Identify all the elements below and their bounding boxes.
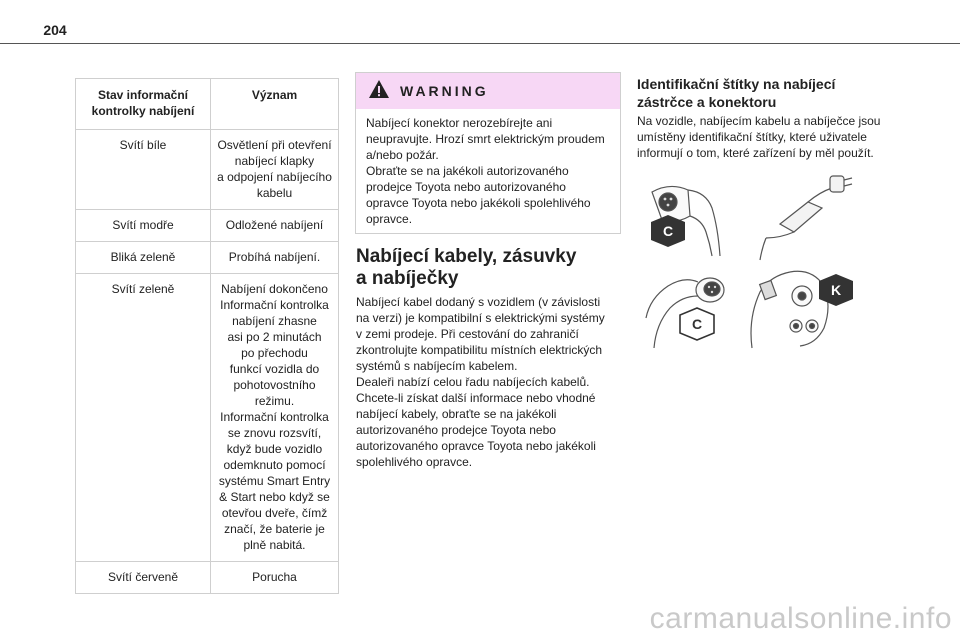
cables-heading: Nabíjecí kabely, zásuvky a nabíječky [356,246,577,289]
table-cell-state: Bliká zeleně [76,242,211,274]
ccs-connector-drawing [751,271,828,348]
table-cell-state: Svítí modře [76,210,211,242]
warning-box [355,72,621,234]
table-cell-state: Svítí zeleně [76,274,211,562]
table-header-state: Stav informační kontrolky nabíjení [76,79,211,130]
label-c-filled-text: C [662,223,674,239]
label-k-icon [819,274,853,306]
table-cell-state: Svítí červeně [76,562,211,594]
table-cell-meaning: Porucha [211,562,339,594]
warning-header [356,73,620,109]
table-cell-meaning: Probíhá nabíjení. [211,242,339,274]
connector-illustration [640,168,880,358]
table-row [76,274,338,562]
cables-text: Nabíjecí kabel dodaný s vozidlem (v závislosti na verzi) je kompatibilní s elektrickými systémy v zemi prodeje. Při cestování do zahraničí zkontrolujte kompatibilitu místních elektrických systémů s nabíjecím kabelem. Dealeři nabízí celou řadu nabíjecích kabelů. Chcete-li získat další informace nebo vhodné nabíjecí kabely, obraťte se na jakékoli autorizovaného prodejce Toyota nebo autorizovaného opravce Toyota nebo jakékoli spolehlivého opravce. [356,295,605,469]
label-c-outline-icon [680,308,714,340]
labels-heading: Identifikační štítky na nabíjecí zástrčce a konektoru [637,76,836,110]
page-number: 204 [43,22,67,38]
header-rule [0,43,960,44]
label-c-outline-text: C [691,316,703,332]
warning-text: Nabíjecí konektor nerozebírejte ani neupravujte. Hrozí smrt elektrickým proudem a/nebo požár. Obraťte se na jakékoli autorizovaného prodejce Toyota nebo autorizovaného opravce Toyota nebo jakékoli spolehlivého opravce. [366,116,605,226]
table-row [76,562,338,594]
warning-title: WARNING [400,83,489,99]
table-cell-meaning: Odložené nabíjení [211,210,339,242]
table-header-meaning: Význam [211,79,339,130]
warning-triangle-icon [368,79,390,104]
label-k-text: K [830,282,842,298]
labels-text: Na vozidle, nabíjecím kabelu a nabíječce jsou umístěny identifikační štítky, které uživatele informují o tom, které zařízení by měl použít. [637,114,881,160]
charger-box-drawing [760,176,852,260]
watermark: carmanualsonline.info [649,602,952,635]
indicator-table [75,78,339,594]
table-row [76,130,338,210]
table-cell-meaning: Nabíjení dokončeno Informační kontrolka nabíjení zhasne asi po 2 minutách po přechodu funkcí vozidla do pohotovostního režimu. Informační kontrolka se znovu rozsvítí, když bude vozidlo odemknuto pomocí systému Smart Entry & Start nebo když se otevřou dveře, čímž značí, že baterie je plně nabitá. [211,274,339,562]
table-cell-meaning: Osvětlení při otevření nabíjecí klapky a odpojení nabíjecího kabelu [211,130,339,210]
table-row [76,210,338,242]
table-row [76,242,338,274]
table-cell-state: Svítí bíle [76,130,211,210]
